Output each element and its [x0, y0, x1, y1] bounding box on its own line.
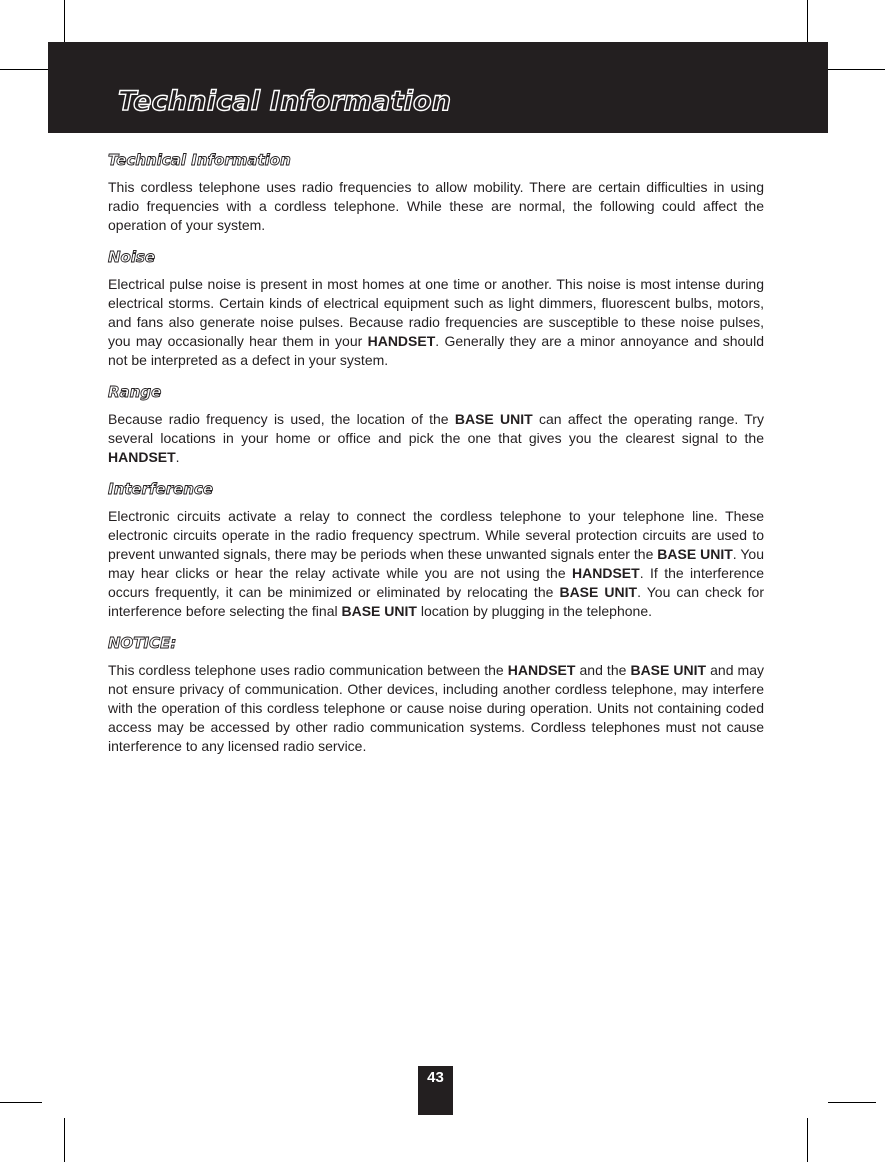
crop-mark-right-top [828, 69, 885, 70]
page-content [108, 150, 764, 768]
text-run: . [175, 449, 180, 465]
text-run: location by plugging in the telephone. [416, 603, 653, 619]
text-run: Electronic circuits activate a relay to connect the cordless telephone to your telephone line. These electronic circuits operate in the radio frequency spectrum. While several protection circuits are used to prevent unwanted signals, there may be periods when these unwanted signals enter the [108, 508, 764, 562]
bold-term: BASE UNIT [454, 411, 533, 427]
section-title-interference: Interference [108, 480, 214, 498]
section-title-range: Range [108, 383, 162, 401]
text-run: This cordless telephone uses radio frequencies to allow mobility. There are certain difficulties in using radio frequencies with a cordless telephone. While these are normal, the following could affect the operation of your system. [108, 179, 764, 233]
text-run: . You can check for interference before selecting the final [108, 584, 764, 619]
text-run: can affect the operating range. Try several locations in your home or office and pick the one that gives you the clearest signal to the [108, 411, 764, 446]
text-run: Because radio frequency is used, the location of the [108, 411, 455, 427]
bold-term: HANDSET [507, 662, 576, 678]
crop-mark-right-bottom [828, 1102, 876, 1103]
text-run: . If the interference occurs frequently, it can be minimized or eliminated by relocating the [108, 565, 764, 600]
bold-term: HANDSET [367, 333, 436, 349]
page-number: 43 [418, 1066, 453, 1115]
text-run: This cordless telephone uses radio communication between the [108, 662, 508, 678]
bold-term: BASE UNIT [630, 662, 707, 678]
crop-mark-left-top [0, 69, 48, 70]
text-run: and the [575, 662, 631, 678]
bold-term: BASE UNIT [341, 603, 417, 619]
paragraph-technical [108, 178, 764, 235]
bold-term: HANDSET [108, 449, 176, 465]
crop-mark-bottom-left [64, 1118, 65, 1162]
banner-title: Technical Information [118, 86, 452, 117]
crop-mark-bottom-right [807, 1118, 808, 1162]
paragraph-notice [108, 661, 764, 756]
text-run: . You may hear clicks or hear the relay activate while you are not using the [108, 546, 764, 581]
section-title-noise: Noise [108, 248, 156, 266]
section-title-technical: Technical Information [108, 151, 291, 169]
crop-mark-top-right [807, 0, 808, 42]
text-run: Electrical pulse noise is present in most homes at one time or another. This noise is most intense during electrical storms. Certain kinds of electrical equipment such as light dimmers, fluorescent bulbs, motors, and fans also generate noise pulses. Because radio frequencies are susceptible to these noise pulses, you may occasionally hear them in your [108, 276, 764, 349]
paragraph-noise [108, 275, 764, 370]
crop-mark-left-bottom [0, 1102, 42, 1103]
paragraph-range [108, 410, 764, 467]
bold-term: HANDSET [572, 565, 640, 581]
text-run: . Generally they are a minor annoyance and should not be interpreted as a defect in your system. [108, 333, 764, 368]
crop-mark-top-left [64, 0, 65, 42]
text-run: and may not ensure privacy of communication. Other devices, including another cordless telephone, may interfere with the operation of this cordless telephone or cause noise during operation. Units not containing coded access may be accessed by other radio communication systems. Cordless telephones must not cause interference to any licensed radio service. [108, 662, 764, 754]
section-title-notice: NOTICE: [108, 634, 177, 652]
bold-term: BASE UNIT [657, 546, 733, 562]
bold-term: BASE UNIT [559, 584, 638, 600]
header-banner [48, 42, 828, 133]
paragraph-interference [108, 507, 764, 621]
